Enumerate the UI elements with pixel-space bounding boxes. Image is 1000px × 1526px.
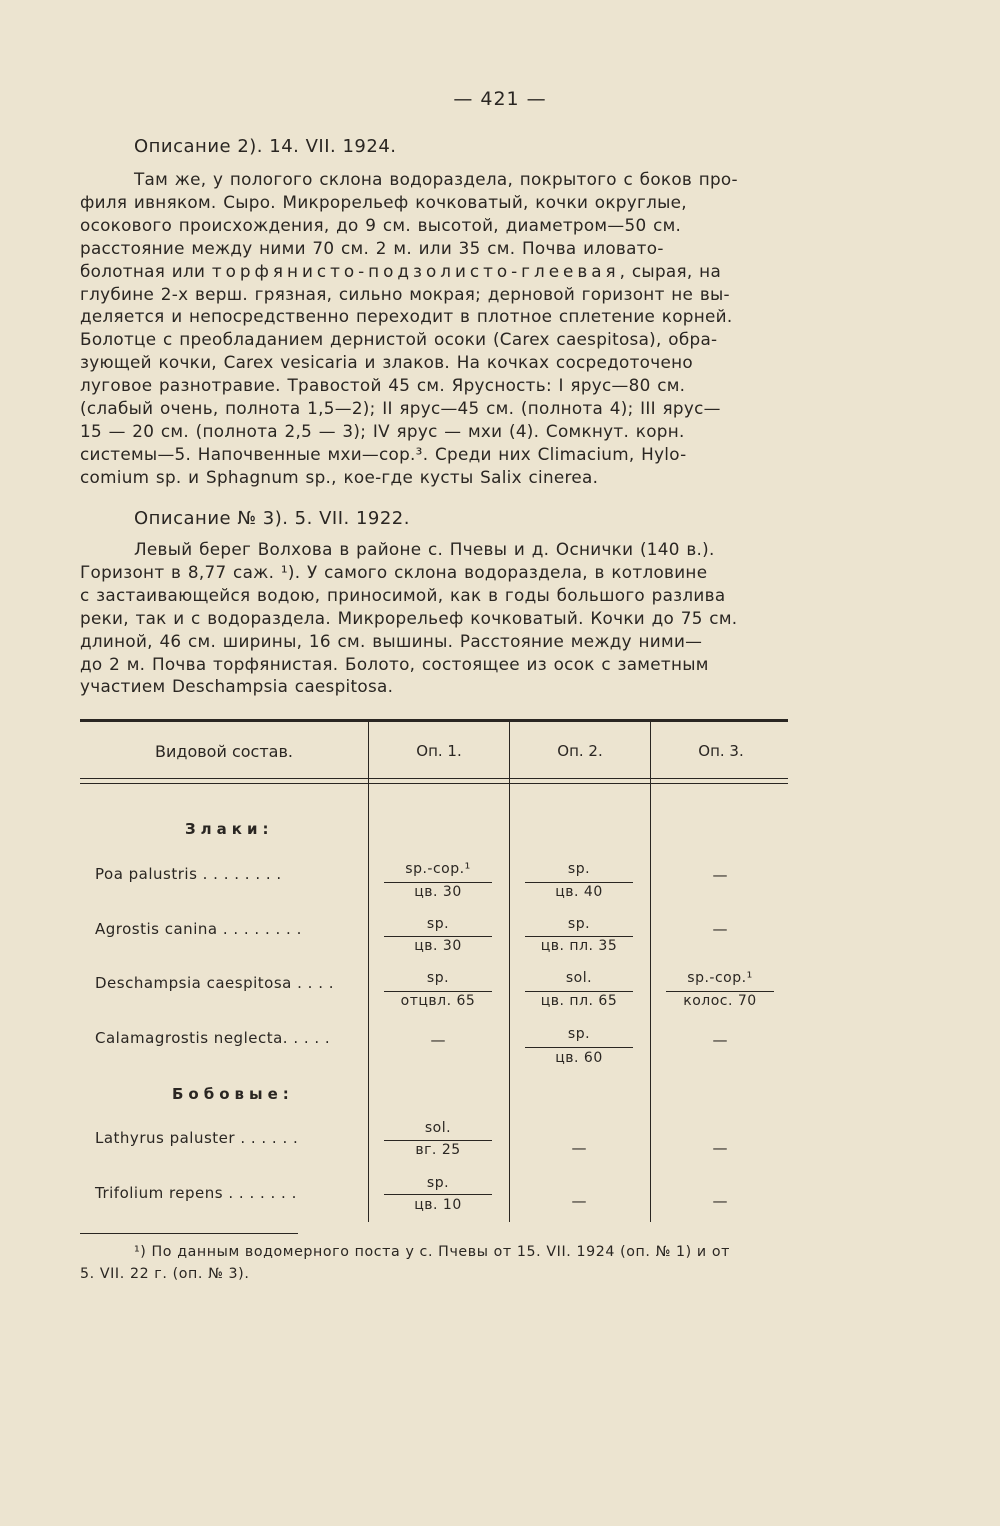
cell-rule — [384, 991, 492, 992]
table-column-divider — [509, 722, 510, 1222]
phenology-value: вг. 25 — [415, 1142, 461, 1158]
cell-rule — [525, 991, 633, 992]
cell-rule — [666, 991, 774, 992]
table-column-divider — [368, 722, 369, 1222]
abundance-value: sp.-cop.¹ — [687, 970, 753, 986]
text-line: comium sp. и Sphagnum sp., кое-где кусты Salix cinerea. — [80, 466, 599, 487]
species-name: Agrostis canina . . . . . . . . — [95, 920, 302, 938]
text-line: зующей кочки, Carex vesicaria и злаков. На кочках сосредоточено — [80, 352, 693, 373]
cell-rule — [384, 936, 492, 937]
text-line: глубине 2-х верш. грязная, сильно мокрая; дерновой горизонт не вы- — [80, 283, 730, 304]
phenology-value: цв. 30 — [414, 938, 462, 954]
text-line: филя ивняком. Сыро. Микрорельеф кочковатый, кочки округлые, — [80, 191, 687, 212]
table-column-divider — [650, 722, 651, 1222]
text-line: Левый берег Волхова в районе с. Пчевы и д. Оснички (140 в.). — [134, 539, 715, 559]
table-header-op1: Оп. 1. — [416, 742, 462, 760]
empty-cell-dash: — — [712, 1031, 728, 1049]
page-number: — 421 — — [453, 88, 547, 110]
abundance-value: sp. — [426, 970, 450, 986]
text-line-part: болотная или — [80, 260, 212, 281]
phenology-value: цв. 40 — [555, 884, 603, 900]
empty-cell-dash: — — [712, 1139, 728, 1157]
footnote-line: ¹) По данным водомерного поста у с. Пчевы от 15. VII. 1924 (оп. № 1) и от — [134, 1244, 730, 1260]
phenology-value: цв. 60 — [555, 1050, 603, 1066]
phenology-value: колос. 70 — [683, 993, 757, 1009]
group-heading-grasses: Злаки: — [185, 820, 274, 838]
text-line — [80, 260, 788, 283]
section-heading-2: Описание 2). 14. VII. 1924. — [134, 136, 397, 157]
species-name: Deschampsia caespitosa . . . . — [95, 974, 334, 992]
text-line: до 2 м. Почва торфянистая. Болото, состоящее из осок с заметным — [80, 653, 709, 674]
phenology-value: цв. 10 — [414, 1197, 462, 1213]
text-line: участием Deschampsia caespitosa. — [80, 676, 394, 697]
phenology-value: цв. пл. 65 — [540, 993, 618, 1009]
cell-rule — [384, 1140, 492, 1141]
table-header-rule — [80, 783, 788, 784]
text-line: Болотце с преобладанием дернистой осоки (Carex caespitosa), обра- — [80, 329, 718, 350]
empty-cell-dash: — — [571, 1139, 587, 1157]
footnote-line: 5. VII. 22 г. (оп. № 3). — [80, 1266, 250, 1282]
abundance-value: sp. — [567, 861, 591, 877]
text-line: деляется и непосредственно переходит в плотное сплетение корней. — [80, 306, 733, 327]
text-line: расстояние между ними 70 см. 2 м. или 35 см. Почва иловато- — [80, 237, 664, 258]
text-line: (слабый очень, полнота 1,5—2); II ярус—45 см. (полнота 4); III ярус— — [80, 398, 721, 419]
abundance-value: sol. — [565, 970, 593, 986]
phenology-value: цв. 30 — [414, 884, 462, 900]
abundance-value: sp. — [567, 1026, 591, 1042]
footnote-rule — [80, 1233, 298, 1234]
cell-rule — [525, 882, 633, 883]
species-name: Trifolium repens . . . . . . . — [95, 1184, 297, 1202]
text-line: с застаивающейся водою, приносимой, как в годы большого разлива — [80, 584, 726, 605]
phenology-value: отцвл. 65 — [400, 993, 476, 1009]
abundance-value: sp. — [426, 916, 450, 932]
abundance-value: sol. — [424, 1120, 452, 1136]
table-header-rule — [80, 778, 788, 779]
species-name: Poa palustris . . . . . . . . — [95, 865, 282, 883]
text-line: Там же, у пологого склона водораздела, покрытого с боков про- — [134, 169, 738, 189]
section-heading-3: Описание № 3). 5. VII. 1922. — [134, 508, 410, 529]
empty-cell-dash: — — [430, 1031, 446, 1049]
table-header-species: Видовой состав. — [155, 742, 293, 761]
cell-rule — [384, 882, 492, 883]
table-header-op2: Оп. 2. — [557, 742, 603, 760]
text-line: осокового происхождения, до 9 см. высотой, диаметром—50 см. — [80, 214, 682, 235]
cell-rule — [384, 1194, 492, 1195]
text-line: 15 — 20 см. (полнота 2,5 — 3); IV ярус — мхи (4). Сомкнут. корн. — [80, 420, 685, 441]
section-2-body — [80, 168, 788, 489]
empty-cell-dash: — — [712, 920, 728, 938]
spaced-soil-term: торфянисто-подзолисто-глеевая — [211, 260, 620, 281]
empty-cell-dash: — — [712, 866, 728, 884]
cell-rule — [525, 1047, 633, 1048]
species-name: Calamagrostis neglecta. . . . . — [95, 1029, 331, 1047]
abundance-value: sp. — [426, 1175, 450, 1191]
footnote — [80, 1241, 790, 1285]
text-line: длиной, 46 см. ширины, 16 см. вышины. Расстояние между ними— — [80, 630, 703, 651]
cell-rule — [525, 936, 633, 937]
text-line: системы—5. Напочвенные мхи—cop.³. Среди них Climacium, Hylo- — [80, 443, 687, 464]
section-3-body — [80, 538, 788, 698]
text-line: Горизонт в 8,77 саж. ¹). У самого склона водораздела, в котловине — [80, 561, 708, 582]
abundance-value: sp.-cop.¹ — [405, 861, 471, 877]
empty-cell-dash: — — [571, 1192, 587, 1210]
group-heading-legumes: Бобовые: — [172, 1085, 294, 1103]
empty-cell-dash: — — [712, 1192, 728, 1210]
table-top-rule — [80, 719, 788, 722]
text-line: реки, так и с водораздела. Микрорельеф кочковатый. Кочки до 75 см. — [80, 607, 738, 628]
abundance-value: sp. — [567, 916, 591, 932]
text-line-part: , сырая, на — [619, 260, 722, 281]
table-header-op3: Оп. 3. — [698, 742, 744, 760]
species-name: Lathyrus paluster . . . . . . — [95, 1129, 299, 1147]
text-line: луговое разнотравие. Травостой 45 см. Ярусность: I ярус—80 см. — [80, 375, 686, 396]
phenology-value: цв. пл. 35 — [540, 938, 618, 954]
